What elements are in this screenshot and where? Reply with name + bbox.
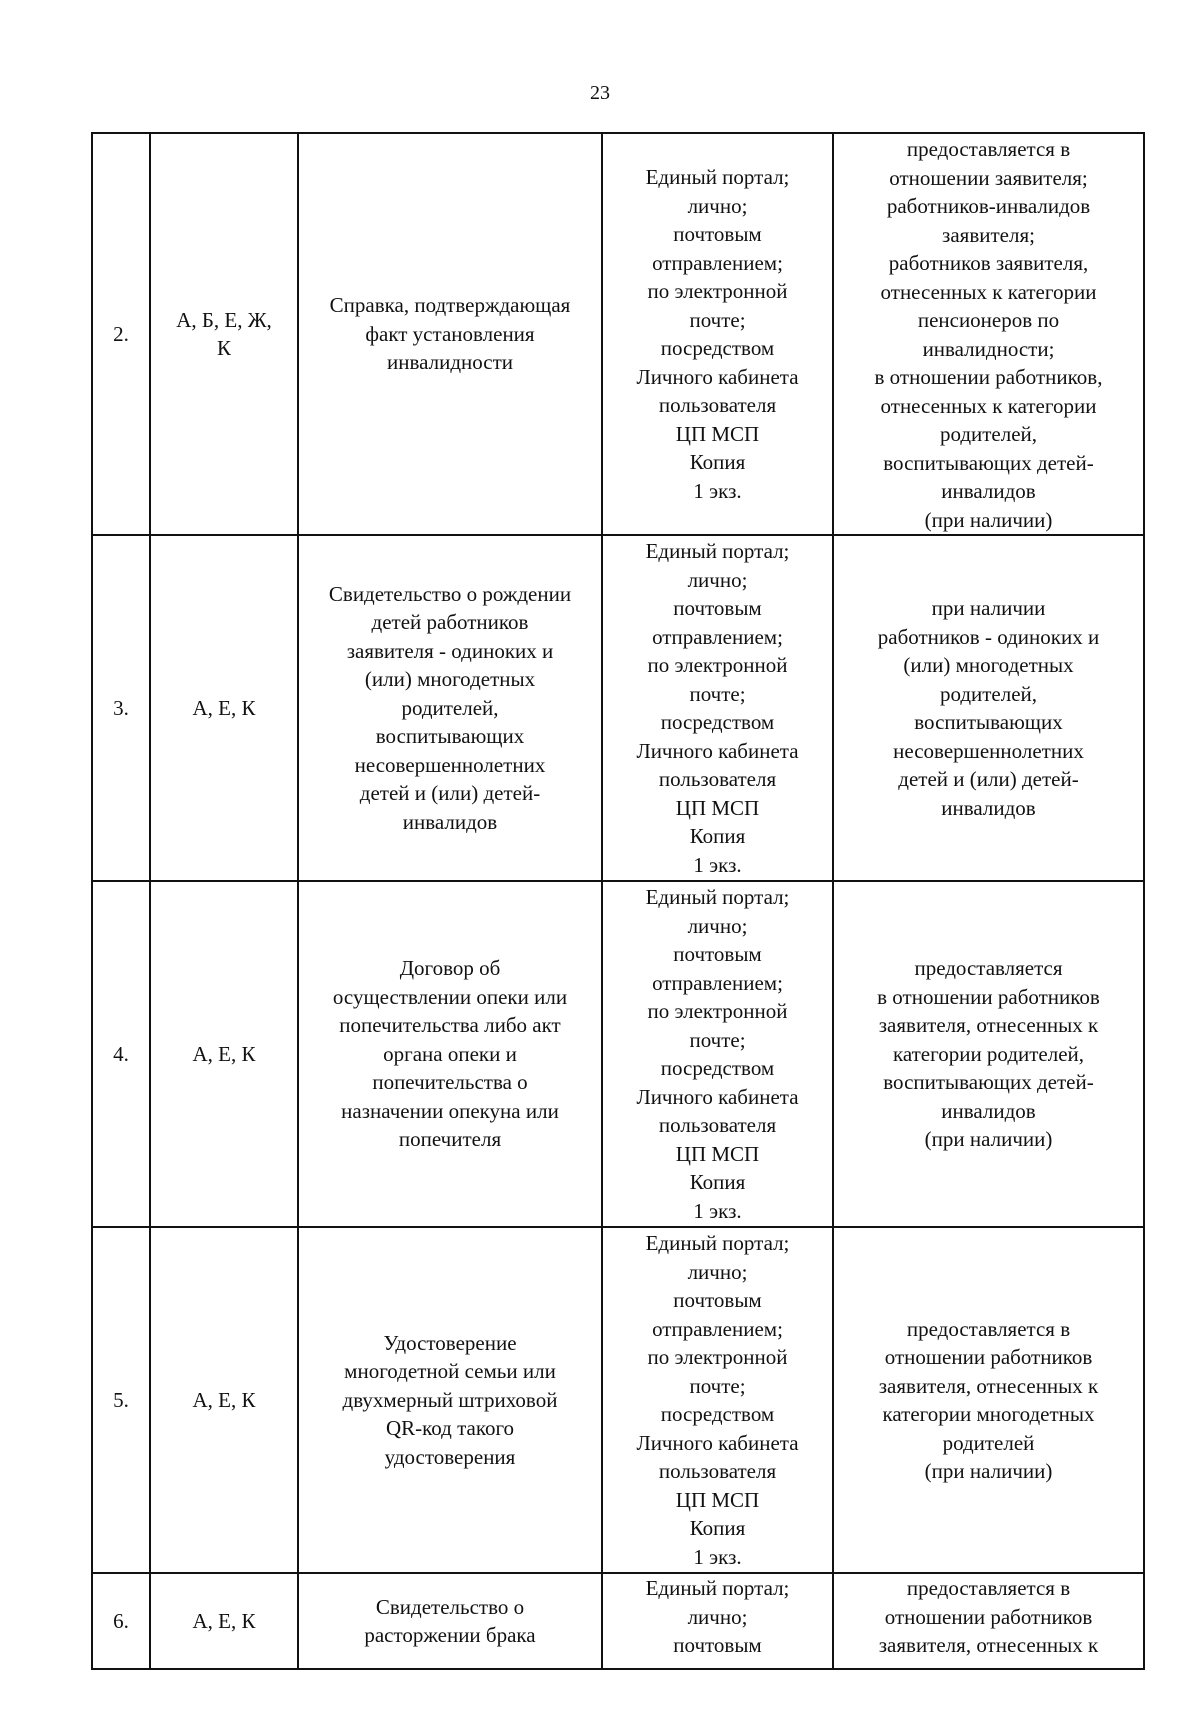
cell-text-line: родителей <box>942 1430 1035 1455</box>
cell-text-line: лично; <box>687 567 748 592</box>
cell-text-line: посредством <box>660 710 775 734</box>
cell-text-line: А, Е, К <box>192 695 256 720</box>
cell-text-line: лично; <box>687 1259 748 1284</box>
cell-text-line: почте; <box>689 307 746 332</box>
cell-text-line: Личного кабинета <box>636 1430 799 1455</box>
cell-text-line: QR-код такого <box>385 1416 515 1441</box>
row-number-cell: 4. <box>92 881 150 1227</box>
cell-text-line: предоставляется в <box>906 1316 1071 1341</box>
cell-text-line: инвалидов <box>402 809 498 834</box>
cell-text-line: Единый портал; <box>645 885 790 909</box>
cell-text-line: 1 экз. <box>693 852 742 877</box>
row-number-cell: 3. <box>92 535 150 881</box>
cell-text-line: предоставляется <box>914 956 1063 981</box>
cell-text-line: Личного кабинета <box>636 364 799 389</box>
cell-text-line: А, Е, К <box>192 1387 256 1412</box>
cell-text-line: родителей, <box>939 681 1038 706</box>
cell-text-line: отправлением; <box>652 624 783 649</box>
cell-text-line: (при наличии) <box>924 1459 1053 1483</box>
cell-text-line: предоставляется в <box>906 137 1071 161</box>
table-row <box>92 1573 1144 1669</box>
cell-text-line: назначении опекуна или <box>341 1098 559 1123</box>
cell-text-line: работников заявителя, <box>888 251 1089 275</box>
cell-text-line: расторжении брака <box>364 1623 536 1647</box>
cell-text-line: посредством <box>660 1402 775 1426</box>
cell-text-line: Единый портал; <box>645 165 790 189</box>
cell-text-line: ЦП МСП <box>675 1141 760 1166</box>
submission-method-cell <box>602 1227 833 1573</box>
cell-text-line: отправлением; <box>652 970 783 995</box>
cell-text-line: предоставляется в <box>906 1576 1071 1600</box>
cell-text-line: Копия <box>689 1170 746 1194</box>
cell-text-line: инвалидов <box>941 479 1036 503</box>
submission-method-cell <box>602 133 833 535</box>
cell-text-line: почтовым <box>673 1288 762 1312</box>
cell-text-line: инвалидности <box>386 350 514 375</box>
cell-text-line: заявителя; <box>942 222 1035 247</box>
note-cell <box>833 535 1144 881</box>
document-name-cell <box>298 535 602 881</box>
submission-method-cell <box>602 881 833 1227</box>
cell-text-line: работников - одиноких и <box>877 624 1100 649</box>
cell-text-line: детей работников <box>371 610 529 635</box>
cell-text-line: факт установления <box>365 321 535 346</box>
cell-text-line: посредством <box>660 336 775 360</box>
cell-text-line: Договор об <box>399 956 501 981</box>
cell-text-line: Единый портал; <box>645 1231 790 1255</box>
cell-text-line: 1 экз. <box>693 1198 742 1223</box>
cell-text-line: в отношении работников, <box>874 365 1103 389</box>
cell-text-line: ЦП МСП <box>675 421 760 446</box>
cell-text-line: в отношении работников <box>877 984 1100 1009</box>
cell-text-line: А, Б, Е, Ж, <box>176 307 272 332</box>
cell-text-line: Копия <box>689 1516 746 1540</box>
cell-text-line: удостоверения <box>384 1444 516 1469</box>
cell-text-line: пользователя <box>658 1113 777 1137</box>
cell-text-line: почтовым <box>673 1633 762 1657</box>
cell-text-line: детей и (или) детей- <box>359 781 541 806</box>
cell-text-line: почтовым <box>673 596 762 620</box>
table-row <box>92 133 1144 535</box>
categories-cell <box>150 1227 298 1573</box>
cell-text-line: лично; <box>687 1604 748 1629</box>
categories-cell <box>150 535 298 881</box>
cell-text-line: А, Е, К <box>192 1608 256 1633</box>
cell-text-line: инвалидов <box>941 795 1036 820</box>
cell-text-line: по электронной <box>647 653 788 677</box>
row-number-cell: 5. <box>92 1227 150 1573</box>
cell-text-line: пользователя <box>658 767 777 791</box>
cell-text-line: пользователя <box>658 1459 777 1483</box>
table-row <box>92 1227 1144 1573</box>
cell-text-line: почтовым <box>673 222 762 246</box>
categories-cell <box>150 133 298 535</box>
cell-text-line: лично; <box>687 913 748 938</box>
cell-text-line: пользователя <box>658 393 777 417</box>
cell-text-line: категории многодетных <box>882 1402 1095 1426</box>
cell-text-line: Единый портал; <box>645 539 790 563</box>
cell-text-line: родителей, <box>401 695 499 720</box>
cell-text-line: отправлением; <box>652 1316 783 1341</box>
cell-text-line: ЦП МСП <box>675 1487 760 1512</box>
cell-text-line: Копия <box>689 824 746 848</box>
cell-text-line: отправлением; <box>652 250 783 275</box>
cell-text-line: попечительства о <box>372 1070 528 1095</box>
cell-text-line: работников-инвалидов <box>886 194 1091 218</box>
cell-text-line: двухмерный штриховой <box>342 1387 558 1412</box>
cell-text-line: (при наличии) <box>924 507 1053 532</box>
cell-text-line: заявителя - одиноких и <box>346 638 554 663</box>
cell-text-line: отнесенных к категории <box>880 393 1097 418</box>
cell-text-line: отношении заявителя; <box>889 165 1088 190</box>
cell-text-line: категории родителей, <box>892 1041 1085 1066</box>
cell-text-line: почте; <box>689 1027 746 1052</box>
cell-text-line: воспитывающих детей- <box>883 450 1094 475</box>
cell-text-line: заявителя, отнесенных к <box>878 1373 1099 1398</box>
cell-text-line: воспитывающих <box>375 724 525 749</box>
submission-method-cell <box>602 535 833 881</box>
cell-text-line: Удостоверение <box>383 1330 517 1355</box>
cell-text-line: 1 экз. <box>693 478 742 503</box>
cell-text-line: Личного кабинета <box>636 1084 799 1109</box>
cell-text-line: воспитывающих детей- <box>883 1070 1094 1095</box>
cell-text-line: Копия <box>689 450 746 474</box>
cell-text-line: заявителя, отнесенных к <box>878 1013 1099 1038</box>
cell-text-line: многодетной семьи или <box>344 1359 556 1384</box>
page-number: 23 <box>590 82 610 104</box>
cell-text-line: несовершеннолетних <box>893 738 1084 763</box>
cell-text-line: К <box>216 336 231 360</box>
table-row <box>92 881 1144 1227</box>
categories-cell <box>150 881 298 1227</box>
documents-table-wrapper <box>91 132 1143 1662</box>
cell-text-line: (при наличии) <box>924 1127 1053 1152</box>
submission-method-cell <box>602 1573 833 1669</box>
cell-text-line: несовершеннолетних <box>354 752 546 777</box>
document-name-cell <box>298 1573 602 1669</box>
cell-text-line: 1 экз. <box>693 1544 742 1569</box>
cell-text-line: отнесенных к категории <box>880 279 1097 304</box>
note-cell <box>833 1573 1144 1669</box>
cell-text-line: детей и (или) детей- <box>898 767 1079 791</box>
cell-text-line: по электронной <box>647 999 788 1023</box>
cell-text-line: отношении работников <box>884 1345 1093 1369</box>
cell-text-line: почте; <box>689 681 746 706</box>
note-cell <box>833 1227 1144 1573</box>
document-name-cell <box>298 881 602 1227</box>
cell-text-line: по электронной <box>647 1345 788 1369</box>
cell-text-line: Личного кабинета <box>636 738 799 763</box>
cell-text-line: Единый портал; <box>645 1576 790 1600</box>
row-number-cell: 6. <box>92 1573 150 1669</box>
cell-text-line: попечительства либо акт <box>339 1013 561 1038</box>
cell-text-line: заявителя, отнесенных к <box>878 1633 1099 1657</box>
cell-text-line: осуществлении опеки или <box>332 984 568 1009</box>
cell-text-line: (или) многодетных <box>364 667 536 692</box>
cell-text-line: инвалидности; <box>922 336 1055 361</box>
cell-text-line: А, Е, К <box>192 1041 256 1066</box>
cell-text-line: Свидетельство о рождении <box>328 581 572 606</box>
cell-text-line: по электронной <box>647 279 788 303</box>
documents-table <box>91 132 1145 1670</box>
document-name-cell <box>298 133 602 535</box>
cell-text-line: родителей, <box>939 422 1038 446</box>
cell-text-line: пенсионеров по <box>917 308 1060 332</box>
cell-text-line: при наличии <box>931 596 1046 620</box>
table-row <box>92 535 1144 881</box>
cell-text-line: лично; <box>687 193 748 218</box>
cell-text-line: отношении работников <box>884 1604 1093 1629</box>
cell-text-line: посредством <box>660 1056 775 1080</box>
cell-text-line: Справка, подтверждающая <box>329 293 571 318</box>
categories-cell <box>150 1573 298 1669</box>
cell-text-line: попечителя <box>398 1127 502 1152</box>
note-cell <box>833 133 1144 535</box>
note-cell <box>833 881 1144 1227</box>
cell-text-line: инвалидов <box>941 1098 1036 1123</box>
cell-text-line: (или) многодетных <box>903 653 1074 677</box>
cell-text-line: ЦП МСП <box>675 795 760 820</box>
cell-text-line: органа опеки и <box>383 1041 517 1066</box>
document-name-cell <box>298 1227 602 1573</box>
cell-text-line: воспитывающих <box>914 710 1063 734</box>
cell-text-line: почтовым <box>673 942 762 966</box>
row-number-cell: 2. <box>92 133 150 535</box>
cell-text-line: Свидетельство о <box>375 1594 525 1619</box>
cell-text-line: почте; <box>689 1373 746 1398</box>
